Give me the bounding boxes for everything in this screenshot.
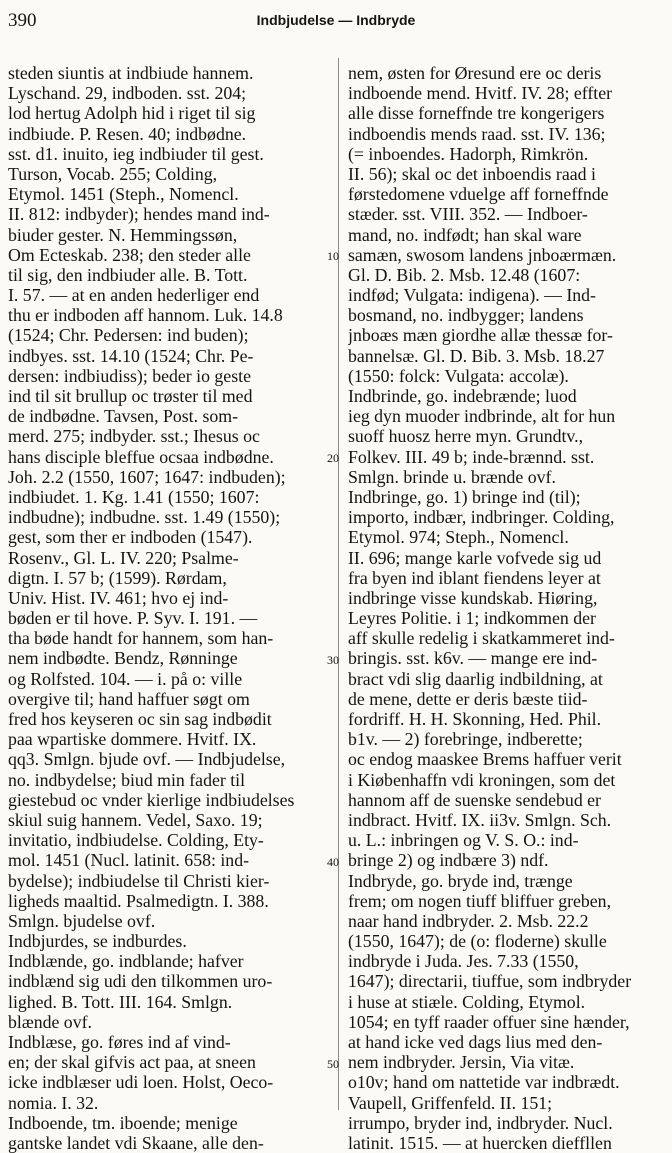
text-line: fra byen ind iblant fiendens leyer at	[348, 567, 601, 588]
text-line: indbract. Hvitf. IX. ii3v. Smlgn. Sch.	[348, 809, 612, 830]
text-line: 1054; en tyff raader offuer sine hænder,	[348, 1011, 630, 1032]
text-line: suoff huosz herre myn. Grundtv.,	[348, 426, 584, 447]
text-line: latinit. 1515. — at huercken dieffllen	[348, 1132, 612, 1153]
text-line: (1550: folck: Vulgata: accolæ).	[348, 365, 569, 386]
text-line: nem indbødte. Bendz, Rønninge	[8, 648, 238, 669]
text-line: merd. 275; indbyder. sst.; Ihesus oc	[8, 426, 260, 447]
line-number: 40	[327, 854, 339, 869]
text-line: indbiude. P. Resen. 40; indbødne.	[8, 123, 247, 144]
text-line: (1524; Chr. Pedersen: ind buden);	[8, 325, 249, 346]
text-line: aff skulle redelig i skatkammeret ind-	[348, 628, 615, 649]
line-number: 30	[327, 652, 339, 667]
text-line: bringis. sst. k6v. — mange ere ind-	[348, 648, 598, 669]
text-line: 1647); directarii, tiuffue, som indbryder	[348, 971, 632, 992]
text-line: tha bøde handt for hannem, som han-	[8, 628, 274, 649]
text-line: Turson, Vocab. 255; Colding,	[8, 163, 218, 184]
text-line: gest, som ther er indboden (1547).	[8, 527, 253, 548]
text-line: indfød; Vulgata: indigena). — Ind-	[348, 285, 596, 306]
text-line: fred hos keyseren oc sin sag indbødit	[8, 709, 272, 729]
text-line: til sig, den indbiuder alle. B. Tott.	[8, 264, 248, 285]
text-line: sst. d1. inuito, ieg indbiuder til gest.	[8, 143, 264, 164]
text-line: alle disse forneffnde tre kongerigers	[348, 103, 605, 124]
text-line: Indbrinde, go. indebrænde; luod	[348, 386, 577, 406]
text-line: giestebud oc vnder kierlige indbiudelses	[8, 789, 295, 810]
text-line: Smlgn. bjudelse ovf.	[8, 910, 156, 931]
text-line: Om Ecteskab. 238; den steder alle	[8, 244, 251, 265]
text-line: lighed. B. Tott. III. 164. Smlgn.	[8, 991, 233, 1012]
text-line: ind til sit brullup oc trøster til med	[8, 386, 253, 406]
text-line: II. 696; mange karle vofvede sig ud	[348, 547, 602, 568]
text-line: hannom aff de suenske sendebud er	[348, 789, 601, 810]
text-line: indbringe visse kundskab. Hiøring,	[348, 587, 598, 608]
text-line: gantske landet vdi Skaane, alle den-	[8, 1132, 264, 1153]
text-line: invitatio, indbiudelse. Colding, Ety-	[8, 830, 264, 851]
text-line: fordriff. H. H. Skonning, Hed. Phil.	[348, 709, 602, 729]
text-line: stæder. sst. VIII. 352. — Indboer-	[348, 204, 588, 225]
text-line: Indboende, tm. iboende; menige	[8, 1112, 238, 1133]
text-line: indbiudet. 1. Kg. 1.41 (1550; 1607:	[8, 486, 260, 507]
text-line: Folkev. III. 49 b; inde-brænnd. sst.	[348, 446, 595, 467]
text-line: indblænd sig udi den tilkommen uro-	[8, 971, 273, 992]
text-line: de indbødne. Tavsen, Post. som-	[8, 406, 239, 427]
text-line: I. 57. — at en anden hederliger end	[8, 285, 260, 306]
line-number: 10	[327, 248, 339, 263]
text-line: ligheds maaltid. Psalmedigtn. I. 388.	[8, 890, 269, 911]
text-line: indbryde i Juda. Jes. 7.33 (1550,	[348, 951, 579, 972]
column-divider	[338, 58, 339, 1110]
right-text-column	[348, 63, 670, 1153]
text-line: frem; om nogen tiuff bliffuer greben,	[348, 890, 612, 911]
text-line: Indblæse, go. føres ind af vind-	[8, 1032, 231, 1052]
text-line: b1v. — 2) forebringe, indberette;	[348, 729, 583, 750]
text-line: ieg dyn muoder indbrinde, alt for hun	[348, 406, 616, 427]
text-line: indboendis mends raad. sst. IV. 136;	[348, 123, 606, 144]
text-line: Indbryde, go. bryde ind, trænge	[348, 870, 573, 891]
line-number: 20	[327, 450, 339, 465]
text-line: biuder gester. N. Hemmingssøn,	[8, 224, 238, 245]
left-text-column	[8, 63, 330, 1153]
text-line: bannelsæ. Gl. D. Bib. 3. Msb. 18.27	[348, 345, 605, 366]
text-line: hans disciple bleffue ocsaa indbødne.	[8, 446, 274, 467]
text-line: førstedomene vduelge aff forneffnde	[348, 184, 609, 205]
text-line: Indbringe, go. 1) bringe ind (til);	[348, 486, 581, 507]
text-line: at hand icke ved dags lius med den-	[348, 1032, 603, 1052]
text-line: Indbjurdes, se indburdes.	[8, 931, 187, 952]
text-line: dersen: indbiudiss); beder io geste	[8, 365, 251, 386]
line-number: 50	[327, 1056, 339, 1071]
text-line: Vaupell, Griffenfeld. II. 151;	[348, 1092, 553, 1113]
running-title: Indbjudelse — Indbryde	[256, 12, 416, 28]
text-line: bøden er til hove. P. Syv. I. 191. —	[8, 608, 258, 629]
text-line: Etymol. 974; Steph., Nomencl.	[348, 527, 569, 548]
text-line: nomia. I. 32.	[8, 1092, 99, 1113]
text-line: naar hand indbryder. 2. Msb. 22.2	[348, 910, 589, 931]
text-line: indboende mend. Hvitf. IV. 28; effter	[348, 83, 613, 104]
text-line: bydelse); indbiudelse til Christi kier-	[8, 870, 270, 891]
text-line: Joh. 2.2 (1550, 1607; 1647: indbuden);	[8, 466, 286, 487]
text-line: blænde ovf.	[8, 1011, 92, 1032]
text-line: o10v; hand om nattetide var indbrædt.	[348, 1072, 620, 1093]
text-line: og Rolfsted. 104. — i. på o: ville	[8, 668, 243, 689]
text-line: no. indbydelse; biud min fader til	[8, 769, 246, 790]
text-line: (1550, 1647); de (o: floderne) skulle	[348, 931, 607, 952]
text-line: (= inboendes. Hadorph, Rimkrön.	[348, 143, 589, 164]
text-line: importo, indbær, indbringer. Colding,	[348, 507, 615, 528]
text-line: en; der skal gifvis act paa, at sneen	[8, 1052, 256, 1073]
text-line: Rosenv., Gl. L. IV. 220; Psalme-	[8, 547, 239, 568]
text-line: mol. 1451 (Nucl. latinit. 658: ind-	[8, 850, 250, 871]
text-line: Leyres Politie. i 1; indkommen der	[348, 608, 596, 629]
text-line: Gl. D. Bib. 2. Msb. 12.48 (1607:	[348, 264, 581, 285]
text-line: indbyes. sst. 14.10 (1524; Chr. Pe-	[8, 345, 254, 366]
text-line: Univ. Hist. IV. 461; hvo ej ind-	[8, 587, 229, 608]
text-line: paa wpartiske dommere. Hvitf. IX.	[8, 729, 257, 750]
text-line: bosmand, no. indbygger; landens	[348, 305, 584, 326]
text-line: u. L.: inbringen og V. S. O.: ind-	[348, 830, 579, 851]
text-line: thu er indboden aff hannom. Luk. 14.8	[8, 305, 283, 326]
text-line: qq3. Smlgn. bjude ovf. — Indbjudelse,	[8, 749, 286, 770]
text-line: II. 812: indbyder); hendes mand ind-	[8, 204, 270, 225]
text-line: Lyschand. 29, indboden. sst. 204;	[8, 83, 247, 104]
text-line: nem indbryder. Jersin, Via vitæ.	[348, 1052, 575, 1073]
text-line: Indblænde, go. indblande; hafver	[8, 951, 244, 972]
text-line: mand, no. indfødt; han skal ware	[348, 224, 582, 245]
text-line: Smlgn. brinde u. brænde ovf.	[348, 466, 556, 487]
text-line: de mene, dette er deris bæste tiid-	[348, 688, 588, 709]
text-line: irrumpo, bryder ind, indbryder. Nucl.	[348, 1112, 613, 1133]
page-number: 390	[8, 10, 37, 31]
text-line: oc endog maaskee Brems haffuer verit	[348, 749, 622, 770]
text-line: overgive til; hand haffuer søgt om	[8, 688, 250, 709]
text-line: nem, østen for Øresund ere oc deris	[348, 63, 602, 83]
text-line: digtn. I. 57 b; (1599). Rørdam,	[8, 567, 227, 588]
text-line: skiul suig hannem. Vedel, Saxo. 19;	[8, 809, 263, 830]
text-line: indbudne); indbudne. sst. 1.49 (1550);	[8, 507, 281, 528]
text-line: i huse at stiæle. Colding, Etymol.	[348, 991, 586, 1012]
text-line: steden siuntis at indbiude hannem.	[8, 63, 254, 83]
text-line: samæn, swosom landens jnboærmæn.	[348, 244, 617, 265]
text-line: icke indblæser udi loen. Holst, Oeco-	[8, 1072, 274, 1093]
text-line: bringe 2) og indbære 3) ndf.	[348, 850, 549, 871]
text-line: bract vdi slig daarlig indbildning, at	[348, 668, 603, 689]
text-line: II. 56); skal oc det inboendis raad i	[348, 163, 596, 184]
text-line: Etymol. 1451 (Steph., Nomencl.	[8, 184, 239, 205]
page-header	[8, 10, 664, 32]
text-line: i Kiøbenhaffn vdi kroningen, som det	[348, 769, 616, 790]
text-line: lod hertug Adolph hid i riget til sig	[8, 103, 256, 124]
text-line: jnboæs mæn giordhe allæ thessæ for-	[348, 325, 613, 346]
